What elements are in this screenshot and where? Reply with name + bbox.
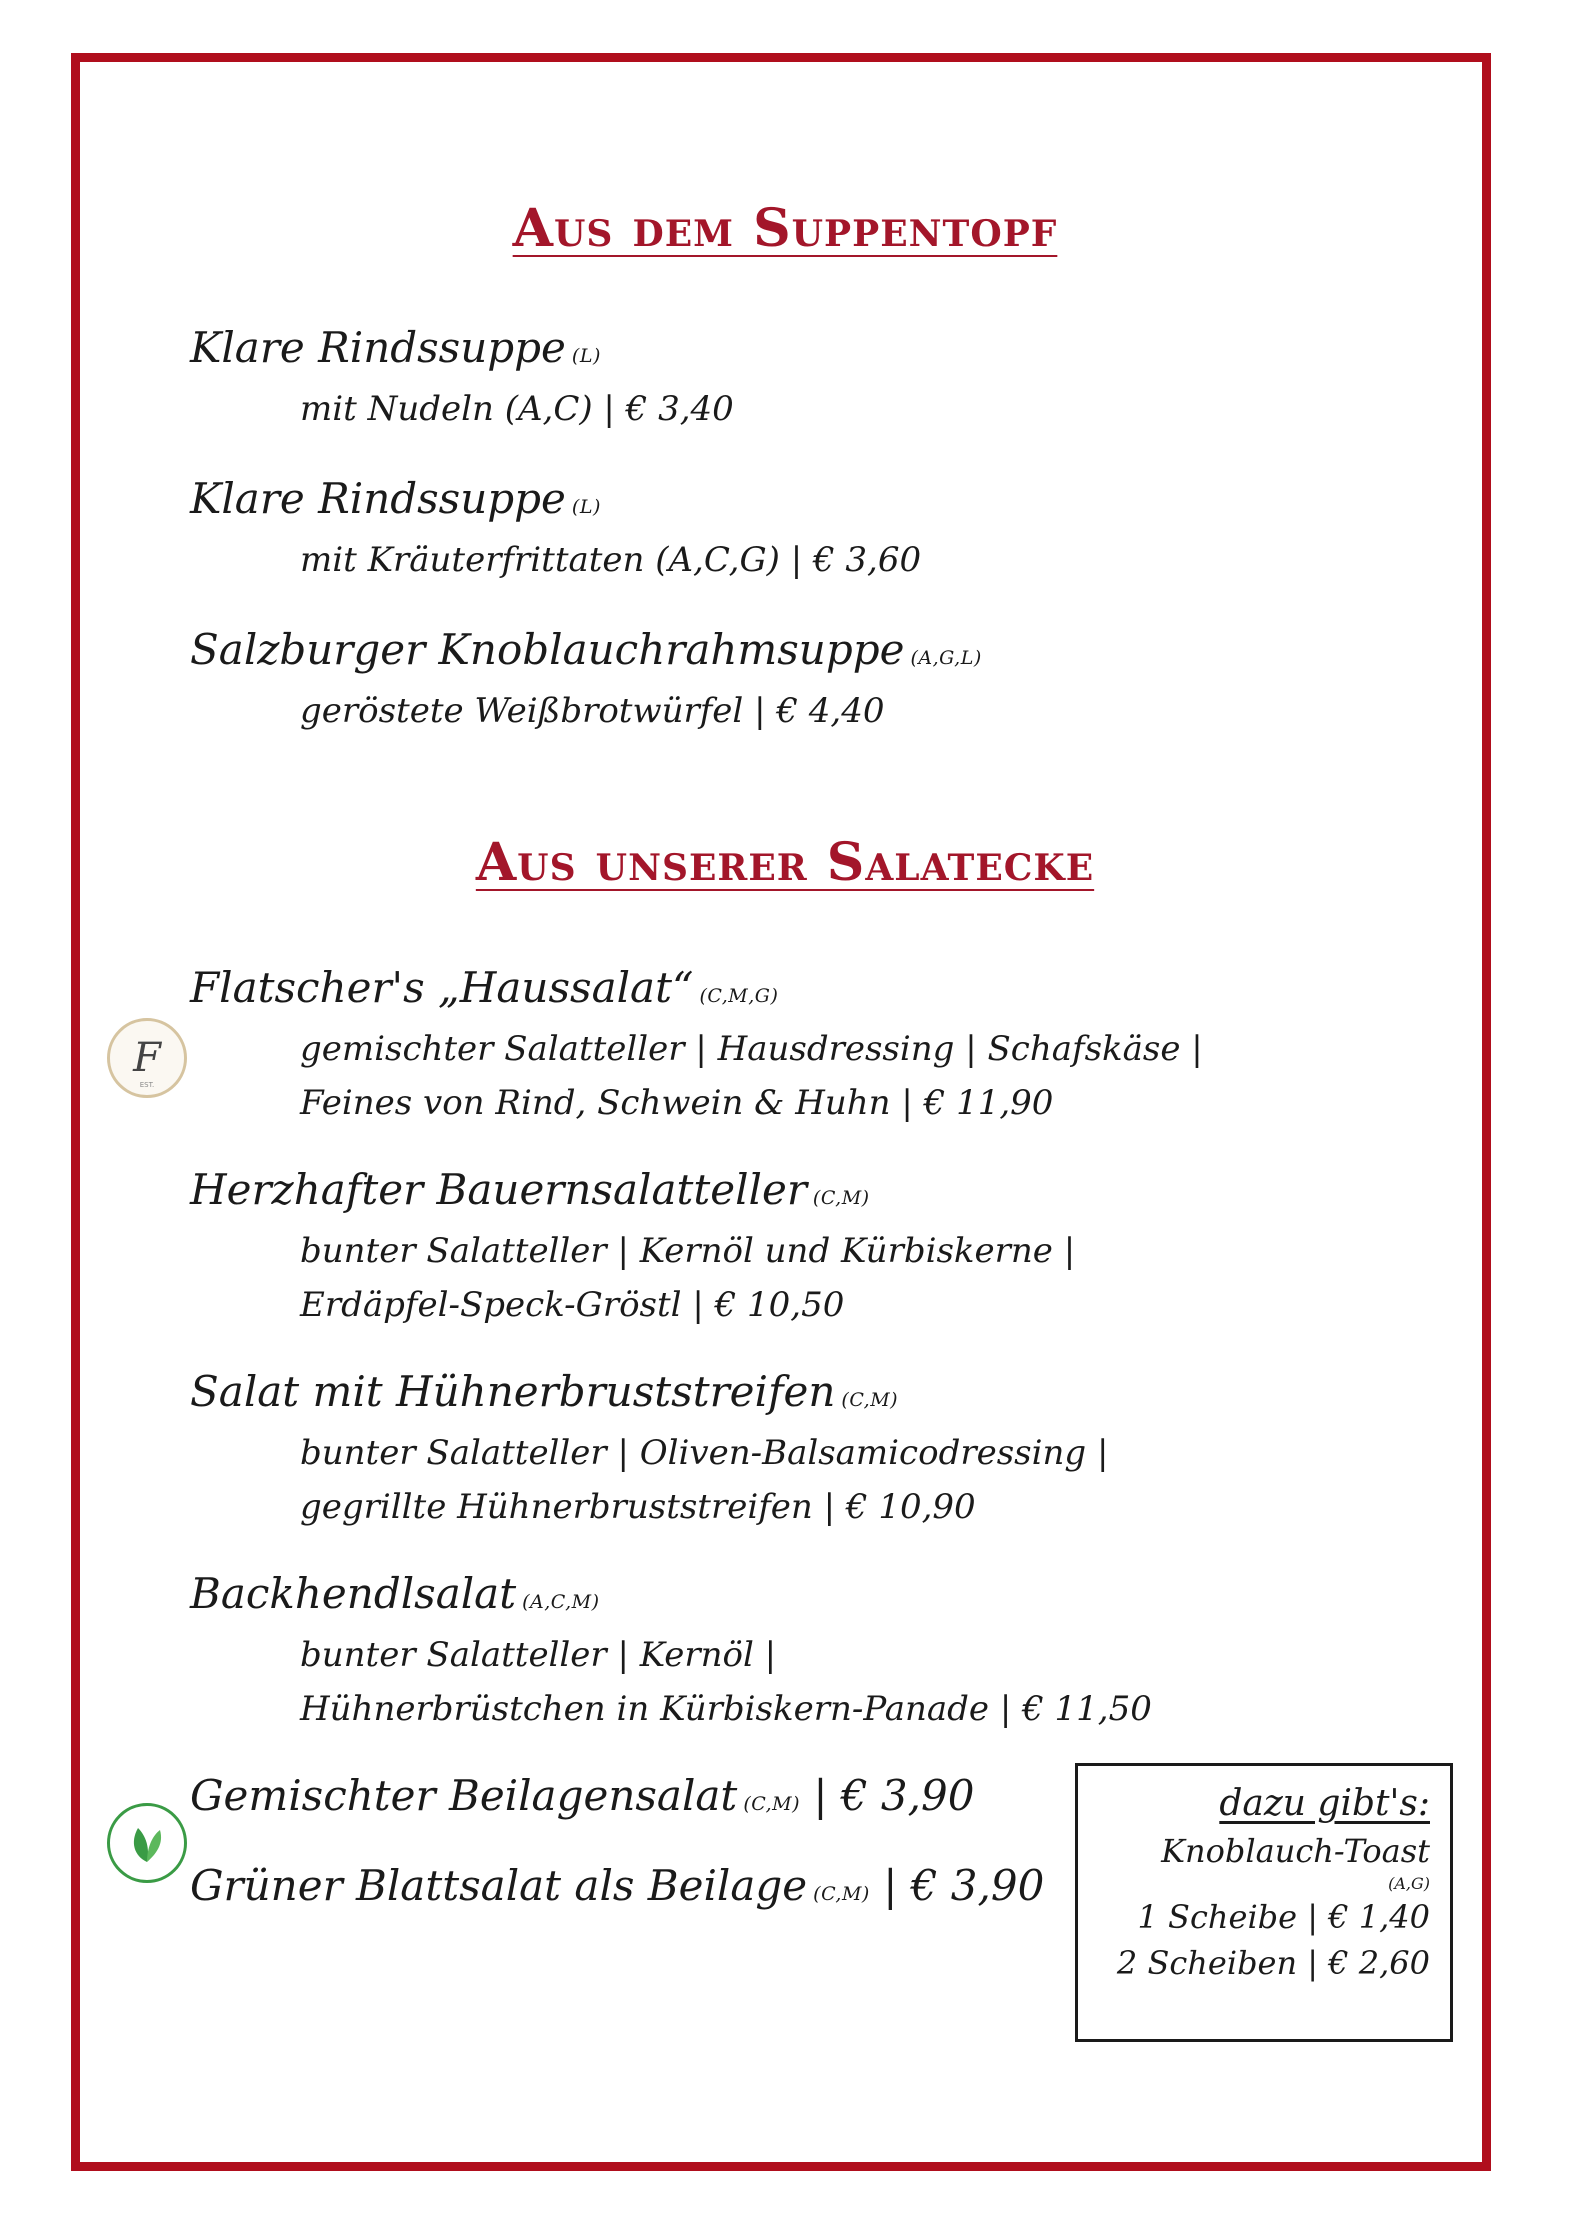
allergen-codes: (A,C,M) xyxy=(522,1591,600,1613)
item-description-line: bunter Salatteller | Kernöl und Kürbiskerne | xyxy=(300,1231,1076,1271)
vegetarian-badge xyxy=(107,1803,187,1883)
item-name: Salat mit Hühnerbruststreifen xyxy=(190,1367,836,1416)
side-box-allergens: (A,G) xyxy=(1388,1874,1430,1893)
side-box-option: 1 Scheibe | € 1,40 xyxy=(1137,1898,1430,1936)
allergen-codes: (A,G,L) xyxy=(910,647,982,669)
item-name: Klare Rindssuppe xyxy=(190,474,566,523)
restaurant-logo xyxy=(107,1018,187,1098)
menu-item xyxy=(190,1366,1108,1534)
item-description-line: Hühnerbrüstchen in Kürbiskern-Panade | € 11,50 xyxy=(300,1689,1152,1729)
menu-item xyxy=(190,624,982,738)
item-description-line: bunter Salatteller | Oliven-Balsamicodressing | xyxy=(300,1433,1109,1473)
side-box-option: 2 Scheiben | € 2,60 xyxy=(1116,1944,1430,1982)
logo-initial: F xyxy=(133,1035,161,1081)
side-dish-box xyxy=(1075,1763,1453,2042)
allergen-codes: (C,M) xyxy=(812,1187,870,1209)
item-description-line: gemischter Salatteller | Hausdressing | Schafskäse | xyxy=(300,1029,1203,1069)
allergen-codes: (L) xyxy=(571,345,601,367)
item-name: Klare Rindssuppe xyxy=(190,323,566,372)
item-price: | € 3,90 xyxy=(813,1771,975,1820)
menu-item xyxy=(190,1164,1075,1332)
item-name: Salzburger Knoblauchrahmsuppe xyxy=(190,625,905,674)
item-name: Grüner Blattsalat als Beilage xyxy=(190,1861,808,1910)
item-description-line: Erdäpfel-Speck-Gröstl | € 10,50 xyxy=(300,1285,845,1325)
item-description: geröstete Weißbrotwürfel | € 4,40 xyxy=(300,691,885,731)
menu-item xyxy=(190,322,734,436)
item-description: mit Kräuterfrittaten (A,C,G) | € 3,60 xyxy=(300,540,922,580)
item-name: Backhendlsalat xyxy=(190,1569,517,1618)
side-box-title: dazu gibt's: xyxy=(1219,1783,1430,1824)
item-description-line: Feines von Rind, Schwein & Huhn | € 11,90 xyxy=(300,1083,1054,1123)
allergen-codes: (C,M) xyxy=(813,1883,870,1905)
allergen-codes: (C,M) xyxy=(841,1389,899,1411)
leaf-icon xyxy=(120,1816,174,1870)
item-name: Gemischter Beilagensalat xyxy=(190,1771,738,1820)
menu-item xyxy=(190,1860,1044,1920)
allergen-codes: (L) xyxy=(571,496,601,518)
section-title-salad: Aus unserer Salatecke xyxy=(475,832,1095,893)
item-description-line: gegrillte Hühnerbruststreifen | € 10,90 xyxy=(300,1487,976,1527)
menu-item xyxy=(190,1568,1152,1736)
logo-est: EST. xyxy=(139,1081,155,1089)
menu-item xyxy=(190,1770,974,1830)
menu-item xyxy=(190,962,1203,1130)
item-name: Flatscher's „Haussalat“ xyxy=(190,963,694,1012)
item-name: Herzhafter Bauernsalatteller xyxy=(190,1165,807,1214)
menu-item xyxy=(190,473,921,587)
allergen-codes: (C,M) xyxy=(743,1793,800,1815)
item-price: | € 3,90 xyxy=(883,1861,1045,1910)
item-description: mit Nudeln (A,C) | € 3,40 xyxy=(300,389,734,429)
allergen-codes: (C,M,G) xyxy=(699,985,779,1007)
section-title-soup: Aus dem Suppentopf xyxy=(512,198,1058,259)
item-description-line: bunter Salatteller | Kernöl | xyxy=(300,1635,777,1675)
side-box-item: Knoblauch-Toast xyxy=(1161,1832,1430,1870)
